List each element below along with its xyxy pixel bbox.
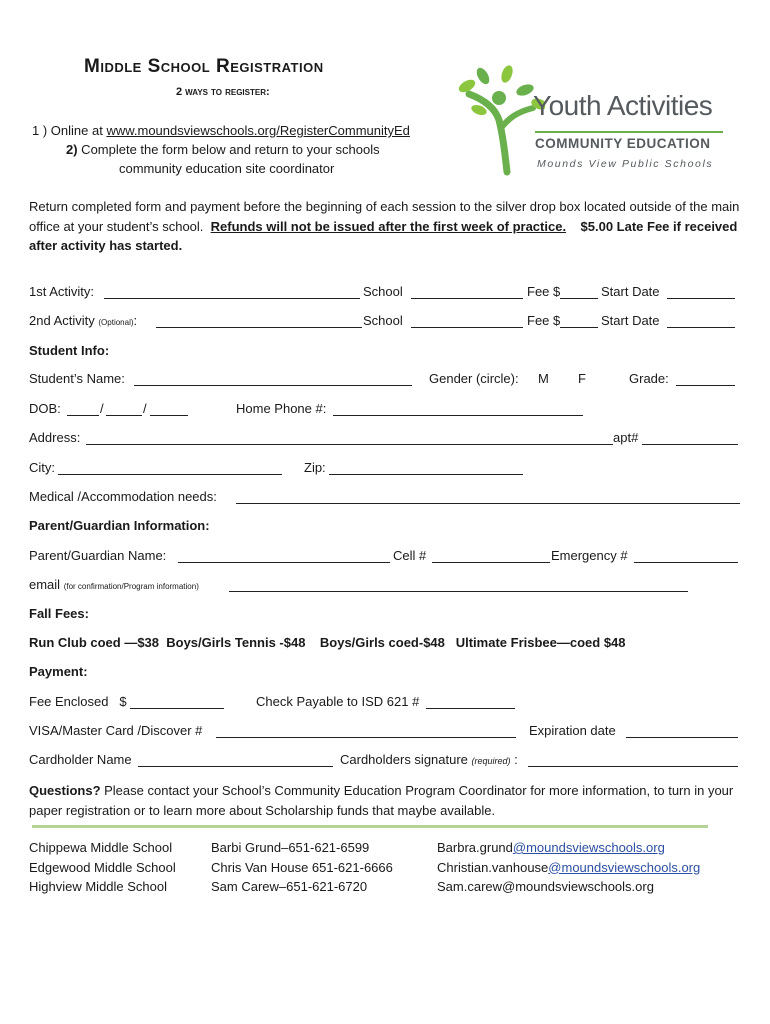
email-label [29, 577, 199, 592]
fee-enclosed-field[interactable] [130, 708, 224, 709]
second-start-date-field[interactable] [667, 327, 735, 328]
questions-text: Please contact your School’s Community Education Program Coordinator for more information, to turn in your paper registration or to learn more about Scholarship funds that maybe available. [29, 783, 734, 818]
address-field[interactable] [86, 444, 613, 445]
coordinator-email[interactable] [437, 838, 700, 858]
second-fee-field[interactable] [560, 327, 598, 328]
address-label: Address: [29, 430, 81, 445]
coordinator-contact: Barbi Grund–651-621-6599 [211, 840, 370, 855]
cardholder-name-field[interactable] [138, 766, 333, 767]
step-paper-number: 2) [66, 142, 78, 157]
signature-label-text: Cardholders signature [340, 752, 468, 767]
medical-field[interactable] [236, 503, 740, 504]
fall-fees-heading: Fall Fees: [29, 606, 89, 621]
email-note: (for confirmation/Program information) [63, 582, 199, 591]
parent-info-heading: Parent/Guardian Information: [29, 518, 210, 533]
first-activity-label: 1st Activity: [29, 284, 95, 299]
first-school-field[interactable] [411, 298, 523, 299]
optional-note: (Optional) [98, 318, 134, 327]
check-number-field[interactable] [426, 708, 515, 709]
first-fee-field[interactable] [560, 298, 598, 299]
student-name-field[interactable] [134, 385, 412, 386]
sprout-person-icon [455, 64, 545, 176]
email-domain-link[interactable]: @moundsviewschools.org [548, 859, 701, 875]
step-paper [66, 142, 380, 157]
email-field[interactable] [229, 591, 688, 592]
second-activity-label [29, 313, 137, 328]
zip-label: Zip: [304, 460, 326, 475]
first-start-date-label: Start Date [601, 284, 660, 299]
school-name: Highview Middle School [29, 879, 168, 894]
second-activity-text: 2nd Activity [29, 313, 95, 328]
section-divider [32, 825, 708, 828]
home-phone-field[interactable] [333, 415, 583, 416]
card-number-label: VISA/Master Card /Discover # [29, 723, 203, 738]
fee-enclosed-label: Fee Enclosed $ [29, 694, 127, 709]
second-school-field[interactable] [411, 327, 523, 328]
school-name: Edgewood Middle School [29, 859, 176, 875]
zip-field[interactable] [329, 474, 523, 475]
second-activity-field[interactable] [156, 327, 362, 328]
emergency-field[interactable] [634, 562, 738, 563]
cell-label: Cell # [393, 548, 427, 563]
dob-slash-2: / [143, 401, 147, 416]
step-paper-text: Complete the form below and return to your schools [77, 142, 380, 157]
school-name: Chippewa Middle School [29, 840, 173, 855]
register-url-link[interactable]: www.moundsviewschools.org/RegisterCommunityEd [106, 123, 410, 138]
first-fee-label: Fee $ [527, 284, 561, 299]
dob-month-field[interactable] [67, 415, 99, 416]
signature-colon: : [514, 752, 518, 767]
questions-paragraph [29, 781, 745, 820]
contact-emails [437, 838, 700, 897]
apt-field[interactable] [642, 444, 738, 445]
emergency-label: Emergency # [551, 548, 628, 563]
logo-divider [535, 131, 723, 133]
gender-label: Gender (circle): [429, 371, 519, 386]
first-activity-field[interactable] [104, 298, 360, 299]
logo-line-3: Mounds View Public Schools [537, 158, 714, 170]
cardholder-name-label: Cardholder Name [29, 752, 132, 767]
youth-activities-logo [455, 64, 735, 176]
dob-label: DOB: [29, 401, 61, 416]
logo-line-1: Youth Activities [533, 90, 713, 121]
logo-line-2: COMMUNITY EDUCATION [535, 136, 711, 151]
dob-day-field[interactable] [106, 415, 142, 416]
return-notice [29, 197, 745, 256]
check-payable-label: Check Payable to ISD 621 # [256, 694, 420, 709]
contact-people [211, 838, 393, 897]
email-user: Christian.vanhouse [437, 859, 549, 875]
student-name-label: Student’s Name: [29, 371, 125, 386]
coordinator-contact: Chris Van House 651-621-6666 [211, 859, 393, 875]
page-title: Middle School Registration [84, 56, 324, 77]
fall-fees-list: Run Club coed —$38 Boys/Girls Tennis -$48 Boys/Girls coed-$48 Ultimate Frisbee—coed $48 [29, 635, 626, 650]
apt-label: apt# [613, 430, 639, 445]
email-user: Sam.carew@moundsviewschools.org [437, 879, 654, 894]
coordinator-email[interactable] [437, 858, 700, 878]
signature-field[interactable] [528, 766, 738, 767]
city-field[interactable] [58, 474, 282, 475]
email-user: Barbra.grund [437, 840, 513, 855]
email-label-text: email [29, 577, 61, 592]
second-fee-label: Fee $ [527, 313, 561, 328]
parent-name-field[interactable] [178, 562, 390, 563]
late-fee-notice: $5.00 Late Fee if received after activity has started. [29, 218, 738, 253]
expiration-field[interactable] [626, 737, 738, 738]
step-online-prefix: 1 ) Online at [32, 123, 107, 138]
signature-required: (required) [471, 756, 511, 766]
page-subtitle: 2 ways to register: [176, 86, 270, 98]
refund-policy: Refunds will not be issued after the first week of practice. [210, 218, 567, 234]
second-start-date-label: Start Date [601, 313, 660, 328]
return-text: Return completed form and payment before the beginning of each session to the silver drop box located outside of the main office at your student’s school. [29, 199, 740, 234]
step-paper-continued: community education site coordinator [119, 161, 335, 176]
dob-year-field[interactable] [150, 415, 188, 416]
parent-name-label: Parent/Guardian Name: [29, 548, 167, 563]
first-school-label: School [363, 284, 403, 299]
second-school-label: School [363, 313, 403, 328]
grade-label: Grade: [629, 371, 669, 386]
dob-slash-1: / [100, 401, 104, 416]
medical-label: Medical /Accommodation needs: [29, 489, 217, 504]
step-online [32, 123, 410, 138]
expiration-label: Expiration date [529, 723, 616, 738]
signature-label [340, 752, 518, 767]
gender-f-option[interactable]: F [578, 371, 586, 386]
coordinator-contact: Sam Carew–651-621-6720 [211, 879, 368, 894]
email-domain-link[interactable]: @moundsviewschools.org [512, 840, 665, 855]
second-activity-colon: : [133, 313, 138, 328]
card-number-field[interactable] [216, 737, 516, 738]
payment-heading: Payment: [29, 664, 88, 679]
grade-field[interactable] [676, 385, 735, 386]
city-label: City: [29, 460, 55, 475]
questions-lead: Questions? [29, 783, 101, 798]
first-start-date-field[interactable] [667, 298, 735, 299]
coordinator-email[interactable] [437, 877, 700, 897]
cell-field[interactable] [432, 562, 550, 563]
student-info-heading: Student Info: [29, 343, 110, 358]
contact-schools [29, 838, 176, 897]
home-phone-label: Home Phone #: [236, 401, 327, 416]
gender-m-option[interactable]: M [538, 371, 549, 386]
